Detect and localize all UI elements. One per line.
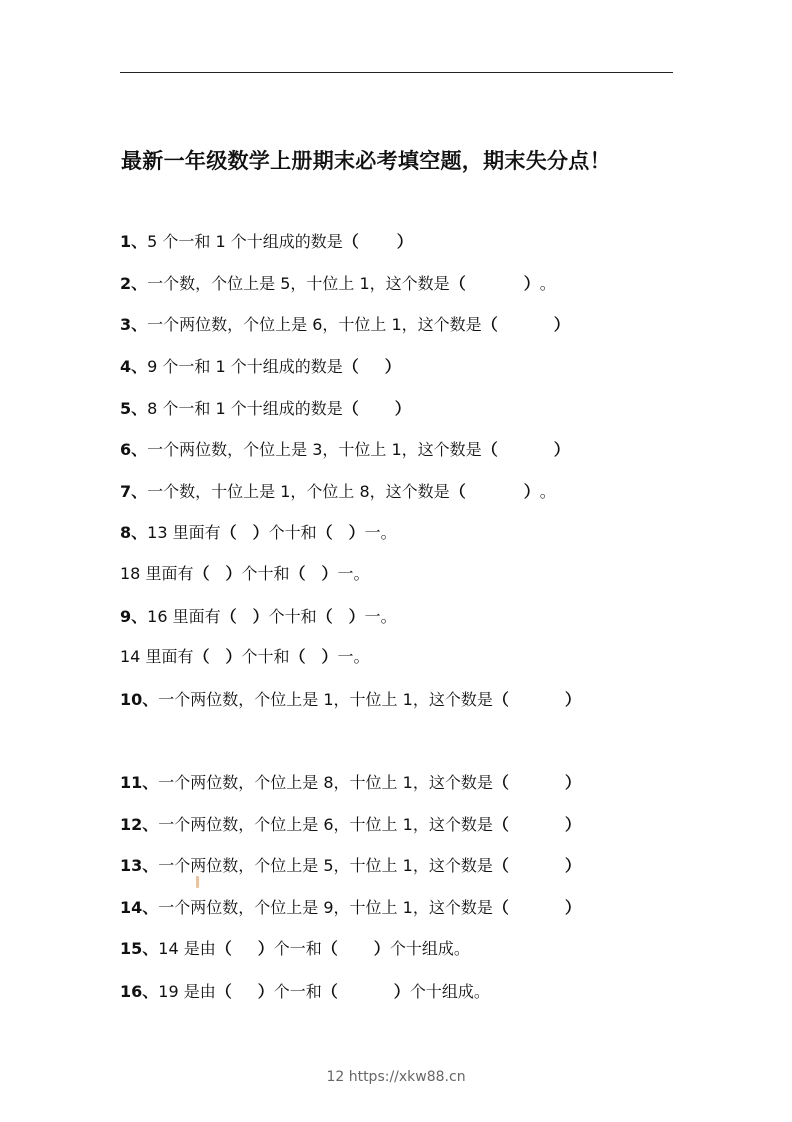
question-number: 10、 [120, 690, 159, 709]
answer-blank[interactable]: （ ） [492, 898, 581, 917]
answer-blank[interactable]: （ ） [492, 856, 581, 875]
question-text: 一个数，十位上是 1，个位上 8，这个数是 [147, 482, 450, 501]
question-12 [120, 813, 581, 837]
question-number: 14、 [120, 898, 159, 917]
question-10 [120, 688, 581, 712]
stray-ink-mark [196, 876, 199, 888]
answer-blank[interactable]: （ ） [492, 690, 581, 709]
question-number: 2、 [120, 274, 148, 293]
question-14 [120, 896, 581, 920]
answer-blank-tens[interactable]: （ ） [321, 939, 390, 958]
question-text: 个一和 [273, 982, 322, 1001]
answer-blank-tens[interactable]: （ ） [220, 523, 269, 542]
answer-blank-ones[interactable]: （ ） [316, 523, 365, 542]
answer-blank[interactable]: （ ） [342, 232, 413, 251]
answer-blank-ones[interactable]: （ ） [289, 564, 338, 583]
question-number: 15、 [120, 939, 159, 958]
question-8a [120, 521, 397, 545]
question-1 [120, 230, 413, 254]
question-text: 14 里面有 [120, 647, 194, 666]
question-text: 16 里面有 [147, 607, 221, 626]
question-2 [120, 272, 556, 296]
question-text: 个十和 [268, 523, 317, 542]
answer-blank[interactable]: （ ） [481, 440, 570, 459]
question-8b [120, 562, 370, 586]
question-text: 一个两位数，个位上是 1，十位上 1，这个数是 [158, 690, 493, 709]
question-text: 13 里面有 [147, 523, 221, 542]
question-tail: 。 [539, 274, 556, 293]
question-tail: 一。 [337, 647, 370, 666]
answer-blank-ones[interactable]: （ ） [316, 607, 365, 626]
header-rule [120, 72, 673, 73]
question-16 [120, 980, 490, 1004]
question-number: 4、 [120, 357, 148, 376]
question-number: 16、 [120, 982, 159, 1001]
question-number: 11、 [120, 773, 159, 792]
answer-blank[interactable]: （ ） [492, 815, 581, 834]
question-number: 5、 [120, 399, 148, 418]
question-number: 7、 [120, 482, 148, 501]
question-tail: 。 [539, 482, 556, 501]
question-text: 个十和 [241, 647, 290, 666]
answer-blank-tens[interactable]: （ ） [321, 982, 410, 1001]
question-tail: 一。 [364, 607, 397, 626]
question-text: 14 是由 [158, 939, 216, 958]
question-text: 19 是由 [158, 982, 216, 1001]
question-15 [120, 937, 470, 961]
answer-blank[interactable]: （ ） [342, 399, 411, 418]
question-number: 1、 [120, 232, 148, 251]
question-3 [120, 313, 570, 337]
question-7 [120, 480, 556, 504]
question-number: 8、 [120, 523, 148, 542]
question-text: 个十和 [268, 607, 317, 626]
page-title: 最新一年级数学上册期末必考填空题，期末失分点！ [121, 149, 611, 173]
answer-blank[interactable]: （ ） [492, 773, 581, 792]
answer-blank-ones[interactable]: （ ） [289, 647, 338, 666]
question-tail: 个十组成。 [409, 982, 490, 1001]
question-text: 8 个一和 1 个十组成的数是 [147, 399, 343, 418]
question-13 [120, 854, 581, 878]
question-number: 13、 [120, 856, 159, 875]
question-text: 一个两位数，个位上是 3，十位上 1，这个数是 [147, 440, 482, 459]
question-number: 12、 [120, 815, 159, 834]
question-text: 一个两位数，个位上是 9，十位上 1，这个数是 [158, 898, 493, 917]
question-text: 一个两位数，个位上是 5，十位上 1，这个数是 [158, 856, 493, 875]
question-number: 9、 [120, 607, 148, 626]
question-text: 5 个一和 1 个十组成的数是 [147, 232, 343, 251]
answer-blank-tens[interactable]: （ ） [220, 607, 269, 626]
answer-blank-ones[interactable]: （ ） [215, 982, 274, 1001]
answer-blank-tens[interactable]: （ ） [193, 564, 242, 583]
question-text: 一个数，个位上是 5，十位上 1，这个数是 [147, 274, 450, 293]
question-tail: 个十组成。 [389, 939, 470, 958]
answer-blank[interactable]: （ ） [449, 482, 540, 501]
question-4 [120, 355, 401, 379]
page-footer: 12 https://xkw88.cn [326, 1069, 466, 1085]
answer-blank-tens[interactable]: （ ） [193, 647, 242, 666]
question-number: 3、 [120, 315, 148, 334]
question-text: 个十和 [241, 564, 290, 583]
answer-blank-ones[interactable]: （ ） [215, 939, 274, 958]
question-text: 9 个一和 1 个十组成的数是 [147, 357, 343, 376]
question-9a [120, 605, 397, 629]
question-5 [120, 397, 411, 421]
question-6 [120, 438, 570, 462]
question-number: 6、 [120, 440, 148, 459]
question-text: 一个两位数，个位上是 6，十位上 1，这个数是 [158, 815, 493, 834]
question-text: 个一和 [273, 939, 322, 958]
question-text: 一个两位数，个位上是 8，十位上 1，这个数是 [158, 773, 493, 792]
question-tail: 一。 [364, 523, 397, 542]
question-tail: 一。 [337, 564, 370, 583]
question-11 [120, 771, 581, 795]
answer-blank[interactable]: （ ） [481, 315, 570, 334]
question-9b [120, 645, 370, 669]
question-text: 一个两位数，个位上是 6，十位上 1，这个数是 [147, 315, 482, 334]
answer-blank[interactable]: （ ） [449, 274, 540, 293]
question-text: 18 里面有 [120, 564, 194, 583]
answer-blank[interactable]: （ ） [342, 357, 401, 376]
